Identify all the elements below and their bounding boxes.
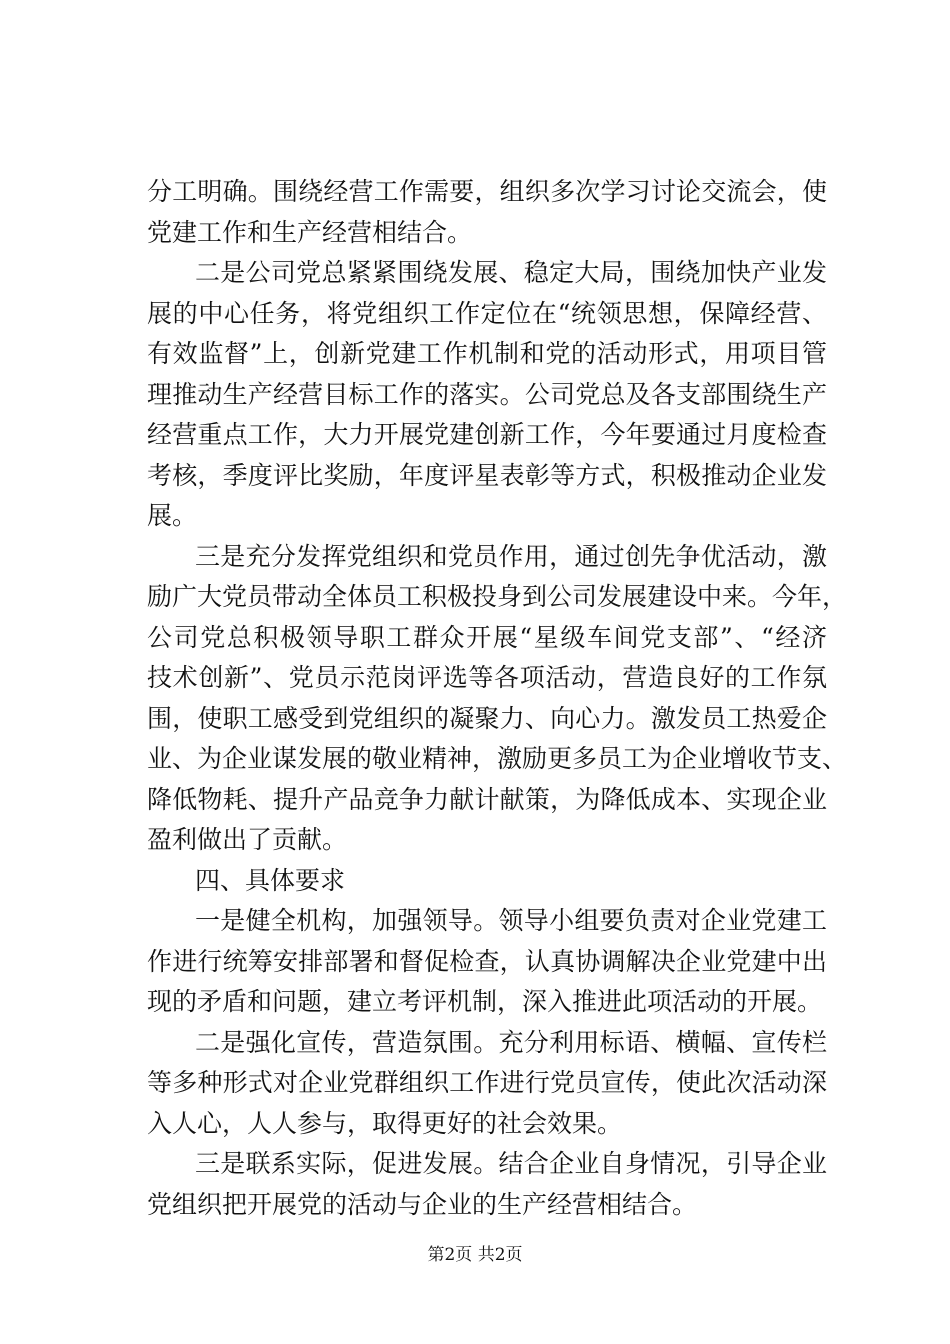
text-line: 等多种形式对企业党群组织工作进行党员宣传，使此次活动深 [147, 1068, 827, 1097]
text-line: 展。 [147, 501, 198, 530]
text-line: 技术创新”、党员示范岗评选等各项活动，营造良好的工作氛 [147, 663, 827, 692]
text-line: 经营重点工作，大力开展党建创新工作，今年要通过月度检查 [147, 420, 827, 449]
text-line: 一是健全机构，加强领导。领导小组要负责对企业党建工 [195, 906, 827, 935]
text-line: 三是联系实际，促进发展。结合企业自身情况，引导企业 [195, 1149, 827, 1178]
text-line: 展的中心任务，将党组织工作定位在“统领思想，保障经营、 [147, 298, 827, 328]
text-line: 有效监督”上，创新党建工作机制和党的活动形式，用项目管 [147, 339, 827, 368]
text-line: 入人心，人人参与，取得更好的社会效果。 [147, 1108, 623, 1138]
text-line: 现的矛盾和问题，建立考评机制，深入推进此项活动的开展。 [147, 987, 823, 1016]
text-line: 四、具体要求 [195, 865, 346, 895]
text-line: 励广大党员带动全体员工积极投身到公司发展建设中来。今年， [147, 582, 848, 611]
text-line: 降低物耗、提升产品竞争力献计献策，为降低成本、实现企业 [147, 784, 827, 814]
text-line: 围，使职工感受到党组织的凝聚力、向心力。激发员工热爱企 [147, 703, 827, 733]
text-line: 盈利做出了贡献。 [147, 825, 348, 854]
text-line: 业、为企业谋发展的敬业精神，激励更多员工为企业增收节支、 [147, 744, 848, 773]
text-line: 二是强化宣传，营造氛围。充分利用标语、横幅、宣传栏 [195, 1027, 827, 1057]
text-line: 三是充分发挥党组织和党员作用，通过创先争优活动，激 [195, 541, 827, 571]
page-footer: 第2页 共2页 [427, 1245, 523, 1265]
text-line: 理推动生产经营目标工作的落实。公司党总及各支部围绕生产 [147, 379, 827, 409]
text-line: 分工明确。围绕经营工作需要，组织多次学习讨论交流会，使 [147, 177, 827, 206]
text-line: 考核，季度评比奖励，年度评星表彰等方式，积极推动企业发 [147, 460, 827, 490]
text-line: 作进行统筹安排部署和督促检查，认真协调解决企业党建中出 [147, 946, 827, 976]
document-body [147, 172, 848, 1225]
text-line: 党组织把开展党的活动与企业的生产经营相结合。 [147, 1189, 698, 1219]
text-line: 二是公司党总紧紧围绕发展、稳定大局，围绕加快产业发 [195, 258, 827, 287]
text-line: 公司党总积极领导职工群众开展“星级车间党支部”、“经济 [147, 622, 827, 652]
text-line: 党建工作和生产经营相结合。 [147, 217, 473, 247]
